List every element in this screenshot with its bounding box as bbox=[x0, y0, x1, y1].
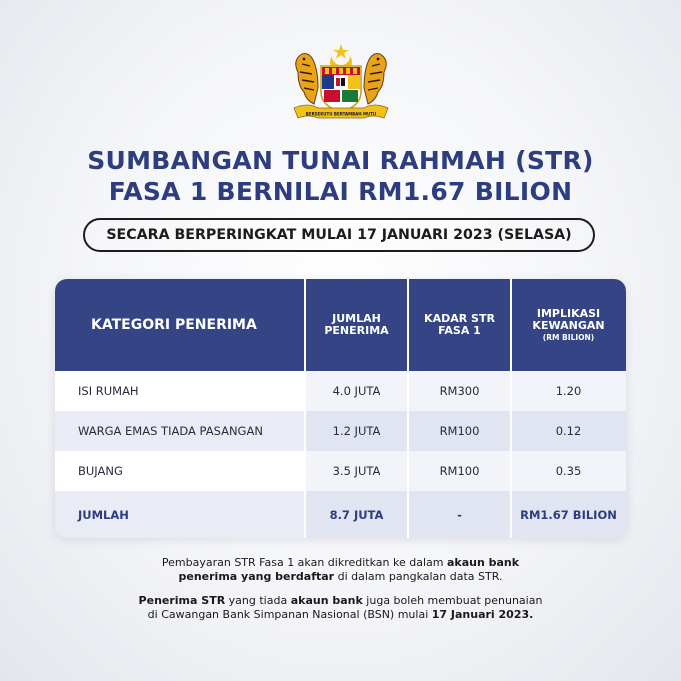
total-kategori: JUMLAH bbox=[78, 507, 129, 522]
row-implikasi: 0.35 bbox=[555, 464, 582, 478]
row-kategori: WARGA EMAS TIADA PASANGAN bbox=[78, 424, 263, 438]
total-kadar: - bbox=[457, 507, 462, 522]
row-kadar: RM300 bbox=[439, 384, 480, 398]
header-implikasi-kewangan: IMPLIKASI KEWANGAN (RM BILION) bbox=[532, 306, 605, 342]
total-implikasi: RM1.67 BILION bbox=[520, 507, 617, 522]
header-kadar-str: KADAR STR FASA 1 bbox=[424, 312, 495, 337]
column-divider bbox=[407, 279, 409, 538]
row-jumlah: 3.5 JUTA bbox=[332, 464, 381, 478]
table-header bbox=[55, 279, 626, 371]
row-kategori: BUJANG bbox=[78, 464, 123, 478]
crest-motto: BERSEKUTU BERTAMBAH MUTU bbox=[305, 111, 377, 117]
column-divider bbox=[510, 279, 512, 538]
note-payment-credit: Pembayaran STR Fasa 1 akan dikreditkan ke dalam akaun bank penerima yang berdaftar di dalam pangkalan data STR. bbox=[161, 556, 520, 583]
header-kategori-penerima: KATEGORI PENERIMA bbox=[91, 317, 257, 333]
table-total-row bbox=[55, 491, 626, 538]
row-implikasi: 0.12 bbox=[555, 424, 582, 438]
total-jumlah: 8.7 JUTA bbox=[329, 507, 384, 522]
table-row bbox=[55, 451, 626, 491]
str-table bbox=[55, 279, 626, 538]
row-kadar: RM100 bbox=[439, 424, 480, 438]
row-jumlah: 4.0 JUTA bbox=[332, 384, 381, 398]
row-jumlah: 1.2 JUTA bbox=[332, 424, 381, 438]
date-subtitle-text: SECARA BERPERINGKAT MULAI 17 JANUARI 2023 (SELASA) bbox=[106, 227, 572, 243]
table-row bbox=[55, 371, 626, 411]
column-divider bbox=[304, 279, 306, 538]
date-subtitle-pill bbox=[83, 218, 595, 252]
row-kadar: RM100 bbox=[439, 464, 480, 478]
row-implikasi: 1.20 bbox=[555, 384, 582, 398]
header-jumlah-penerima: JUMLAH PENERIMA bbox=[324, 312, 389, 337]
note-bsn-withdrawal: Penerima STR yang tiada akaun bank juga boleh membuat penunaian di Cawangan Bank Simpanan Nasional (BSN) mulai 17 Januari 2023. bbox=[138, 594, 543, 621]
table-row bbox=[55, 411, 626, 451]
title-line-1: SUMBANGAN TUNAI RAHMAH (STR) bbox=[87, 146, 594, 175]
title-line-2: FASA 1 BERNILAI RM1.67 BILION bbox=[108, 177, 573, 206]
malaysia-coat-of-arms-icon bbox=[288, 42, 394, 122]
row-kategori: ISI RUMAH bbox=[78, 384, 139, 398]
